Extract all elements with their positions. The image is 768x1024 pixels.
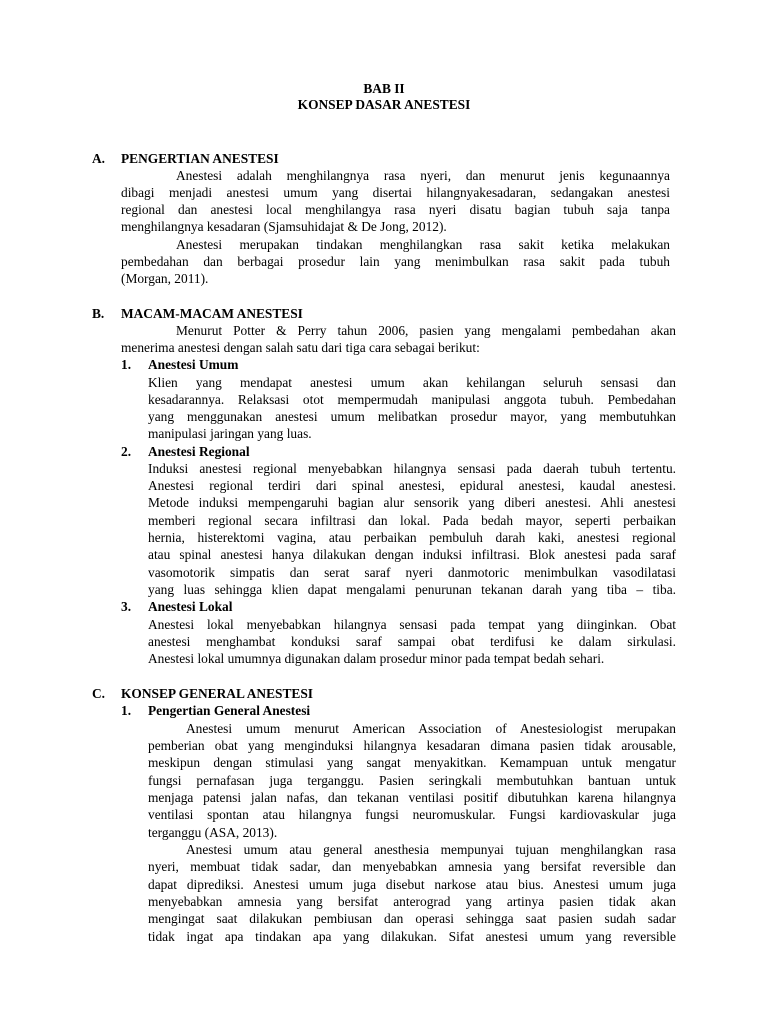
section-c-heading: KONSEP GENERAL ANESTESI — [121, 686, 313, 701]
paragraph-line: fungsi pernafasan juga terganggu. Pasien seringkali membutuhkan bantuan untuk — [148, 773, 676, 788]
paragraph-line: menyebabkan amnesia yang bersifat anterograd yang artinya pasien tidak akan — [148, 894, 676, 909]
section-a-line: pembedahan dan berbagai prosedur lain yang menimbulkan rasa sakit pada tubuh — [121, 254, 670, 269]
paragraph-line: dapat diprediksi. Anestesi umum juga disebut narkose atau bius. Anestesi umum juga — [148, 877, 676, 892]
paragraph-line: Anestesi umum menurut American Association of Anestesiologist merupakan — [186, 721, 676, 736]
list-item-line: Induksi anestesi regional menyebabkan hilangnya sensasi pada daerah tubuh tertentu. — [148, 461, 676, 476]
list-item-line: anestesi menghambat konduksi saraf sampai obat terdifusi ke dalam sirkulasi. — [148, 634, 676, 649]
paragraph-line: nyeri, membuat tidak sadar, dan menyebabkan amnesia yang bersifat reversible dan — [148, 859, 676, 874]
list-item-line: vasomotorik simpatis dan serat saraf nyeri danmotoric menimbulkan vasodilatasi — [148, 565, 676, 580]
list-item-line: yang menggunakan anestesi umum melibatkan prosedur mayor, yang membutuhkan — [148, 409, 676, 424]
list-item-line: Metode induksi mempengaruhi bagian alur sensorik yang diberi anestesi. Ahli anestesi — [148, 495, 676, 510]
section-b-intro-line: menerima anestesi dengan salah satu dari tiga cara sebagai berikut: — [121, 340, 480, 355]
list-item-line: Klien yang mendapat anestesi umum akan kehilangan seluruh sensasi dan — [148, 375, 676, 390]
section-a-heading: PENGERTIAN ANESTESI — [121, 151, 279, 166]
list-item-line: Anestesi lokal umumnya digunakan dalam prosedur minor pada tempat bedah sehari. — [148, 651, 605, 666]
list-item-line: manipulasi jaringan yang luas. — [148, 426, 312, 441]
list-item-line: atau spinal anestesi hanya dilakukan dengan induksi infiltrasi. Blok anestesi pada saraf — [148, 547, 676, 562]
paragraph-line: menjaga patensi jalan nafas, dan tekanan ventilasi positif dibutuhkan karena hilangnya — [148, 790, 676, 805]
paragraph-line: pemberian obat yang menginduksi hilangnya kesadaran dimana pasien tidak arousable, — [148, 738, 676, 753]
section-b-heading: MACAM-MACAM ANESTESI — [121, 306, 303, 321]
section-a-letter: A. — [92, 151, 106, 166]
paragraph-line: mengingat saat dilakukan pembiusan dan operasi sehingga saat pasien sudah sadar — [148, 911, 676, 926]
list-item-title: Anestesi Lokal — [148, 599, 233, 614]
section-c-letter: C. — [92, 686, 106, 701]
section-b-intro-line: Menurut Potter & Perry tahun 2006, pasien yang mengalami pembedahan akan — [176, 323, 676, 338]
sub-list-number: 1. — [121, 703, 132, 718]
section-a-line: menghilangnya kesadaran (Sjamsuhidajat & De Jong, 2012). — [121, 219, 447, 234]
chapter-title: KONSEP DASAR ANESTESI — [297, 97, 471, 112]
section-a-line: (Morgan, 2011). — [121, 271, 209, 286]
section-a-line: Anestesi adalah menghilangnya rasa nyeri, dan menurut jenis kegunaannya — [176, 168, 670, 183]
paragraph-line: ventilasi spontan atau hilangnya fungsi neuromuskular. Fungsi kardiovaskular juga — [148, 807, 676, 822]
list-item-line: memberi regional secara infiltrasi dan lokal. Pada bedah mayor, seperti perbaikan — [148, 513, 676, 528]
section-a-line: dibagi menjadi anestesi umum yang disertai hilangnyakesadaran, sedangakan anestesi — [121, 185, 670, 200]
list-item-line: kesadarannya. Relaksasi otot mempermudah manipulasi anggota tubuh. Pembedahan — [148, 392, 676, 407]
list-item-line: yang luas sehingga klien dapat mengalami penurunan tekanan darah yang tiba – tiba. — [148, 582, 676, 597]
list-item-line: hernia, histerektomi vagina, atau perbaikan pembuluh darah kaki, anestesi regional — [148, 530, 676, 545]
list-item-title: Anestesi Umum — [148, 357, 239, 372]
section-b-letter: B. — [92, 306, 105, 321]
paragraph-line: tidak ingat apa tindakan apa yang dilakukan. Sifat anestesi umum yang reversible — [148, 929, 676, 944]
list-item-line: Anestesi lokal menyebabkan hilangnya sensasi pada tempat yang diinginkan. Obat — [148, 617, 676, 632]
list-item-title: Anestesi Regional — [148, 444, 250, 459]
list-number: 3. — [121, 599, 132, 614]
paragraph-line: terganggu (ASA, 2013). — [148, 825, 278, 840]
paragraph-line: meskipun dengan stimulasi yang sangat menyakitkan. Kemampuan untuk mengatur — [148, 755, 676, 770]
list-number: 2. — [121, 444, 132, 459]
section-a-line: Anestesi merupakan tindakan menghilangkan rasa sakit ketika melakukan — [176, 237, 670, 252]
sub-list-title: Pengertian General Anestesi — [148, 703, 311, 718]
chapter-label: BAB II — [363, 81, 405, 96]
list-item-line: Anestesi regional terdiri dari spinal anestesi, epidural anestesi, kaudal anestesi. — [148, 478, 676, 493]
section-a-line: regional dan anestesi local menghilangya rasa nyeri disatu bagian tubuh saja tanpa — [121, 202, 670, 217]
paragraph-line: Anestesi umum atau general anesthesia mempunyai tujuan menghilangkan rasa — [186, 842, 676, 857]
list-number: 1. — [121, 357, 132, 372]
